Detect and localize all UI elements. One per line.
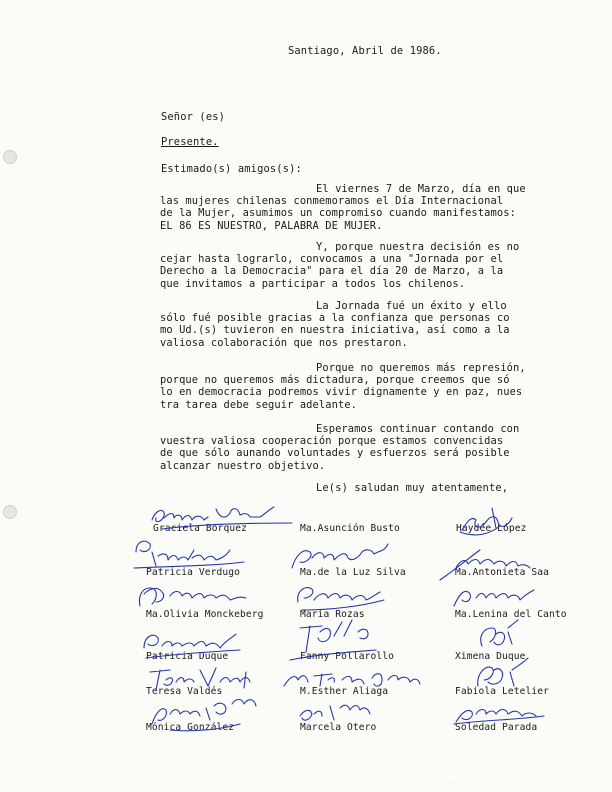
paragraph-line: mo Ud.(s) tuvieron en nuestra iniciativa, así como a la	[160, 324, 510, 337]
signatory-name: Fanny Pollarollo	[300, 651, 395, 662]
signatory-name: Fabiola Letelier	[455, 686, 550, 697]
signature-marcela-otero	[300, 705, 370, 720]
paragraph-2	[160, 241, 580, 290]
signatory-name: Patricia Verdugo	[146, 567, 241, 578]
punch-hole	[3, 150, 17, 164]
signatory-name: Ma.Asunción Busto	[300, 523, 400, 534]
paragraph-line: sólo fué posible gracias a la confianza que personas co	[160, 312, 510, 325]
signature-maria-rozas	[298, 588, 384, 610]
signatory-name: Haydée López	[456, 523, 527, 534]
signature-m-esther-aliaga	[284, 674, 420, 686]
paragraph-line: Porque no queremos más represión,	[316, 362, 526, 374]
paragraph-line: porque no queremos más dictadura, porque creemos que só	[160, 374, 510, 387]
signatory-name: Teresa Valdés	[146, 686, 223, 697]
signatory-name: Ma.Antonieta Saa	[455, 567, 550, 578]
paragraph-line: las mujeres chilenas conmemoramos el Día Internacional	[160, 195, 504, 208]
paragraph-line: de la Mujer, asumimos un compromiso cuando manifestamos:	[160, 207, 516, 220]
signatory-name: María Rozas	[300, 609, 365, 620]
signatory-name: Ma.de la Luz Silva	[300, 567, 406, 578]
paragraph-line: de que sólo aunando voluntades y esfuerzos será posible	[160, 447, 510, 460]
signatory-name: M.Esther Aliaga	[300, 686, 389, 697]
paragraph-line: La Jornada fué un éxito y ello	[316, 300, 507, 312]
paragraph-line: que invitamos a participar a todos los chilenos.	[160, 277, 466, 290]
letter-date: Santiago, Abril de 1986.	[288, 45, 442, 57]
paragraph-line: alcanzar nuestro objetivo.	[160, 459, 326, 472]
archive-stamp: · · ·	[431, 779, 454, 789]
signatory-name: Mónica González	[146, 722, 235, 733]
signatory-name: Ma.Lenina del Canto	[455, 609, 567, 620]
closing-line: Le(s) saludan muy atentamente,	[316, 482, 509, 494]
paragraph-line: tra tarea debe seguir adelante.	[160, 398, 358, 411]
paragraph-5	[160, 423, 580, 472]
paragraph-line: cejar hasta lograrlo, convocamos a una "Jornada por el	[160, 253, 504, 266]
paragraph-line: Y, porque nuestra decisión es no	[316, 241, 520, 253]
paragraph-line: El viernes 7 de Marzo, día en que	[316, 183, 526, 195]
signature-ma-lenina-del-canto	[454, 590, 534, 606]
signatory-name: Patricia Duque	[146, 651, 229, 662]
paragraph-1	[160, 183, 580, 232]
signatory-name: Ma.Olivia Monckeberg	[146, 609, 264, 620]
paragraph-3	[160, 300, 580, 349]
signatory-name: Ximena Duque	[455, 651, 526, 662]
paragraph-line: lo en democracia podremos vivir dignamente y en paz, nues	[160, 386, 523, 399]
signature-ximena-duque	[481, 620, 518, 646]
punch-hole	[3, 505, 17, 519]
paragraph-line: Derecho a la Democracia" para el día 20 de Marzo, a la	[160, 265, 504, 278]
signature-ma-olivia-monckeberg	[139, 588, 246, 606]
signatory-name: Soledad Parada	[455, 722, 538, 733]
signature-patricia-verdugo	[134, 541, 244, 568]
greeting: Estimado(s) amigos(s):	[161, 163, 302, 175]
paragraph-4	[160, 362, 580, 411]
paragraph-line: vuestra valiosa cooperación porque estamos convencidas	[160, 435, 504, 448]
signature-maria-de-la-luz-silva	[292, 544, 388, 568]
signature-fabiola-letelier	[478, 658, 528, 686]
paragraph-line: EL 86 ES NUESTRO, PALABRA DE MUJER.	[160, 219, 383, 232]
signatory-name: Marcela Otero	[300, 722, 377, 733]
paragraph-line: Esperamos continuar contando con	[316, 423, 520, 435]
paragraph-line: valiosa colaboración que nos prestaron.	[160, 336, 408, 349]
salutation: Señor (es)	[161, 111, 226, 123]
presente-line: Presente.	[161, 136, 219, 148]
signatory-name: Graciela Borquez	[153, 523, 248, 534]
